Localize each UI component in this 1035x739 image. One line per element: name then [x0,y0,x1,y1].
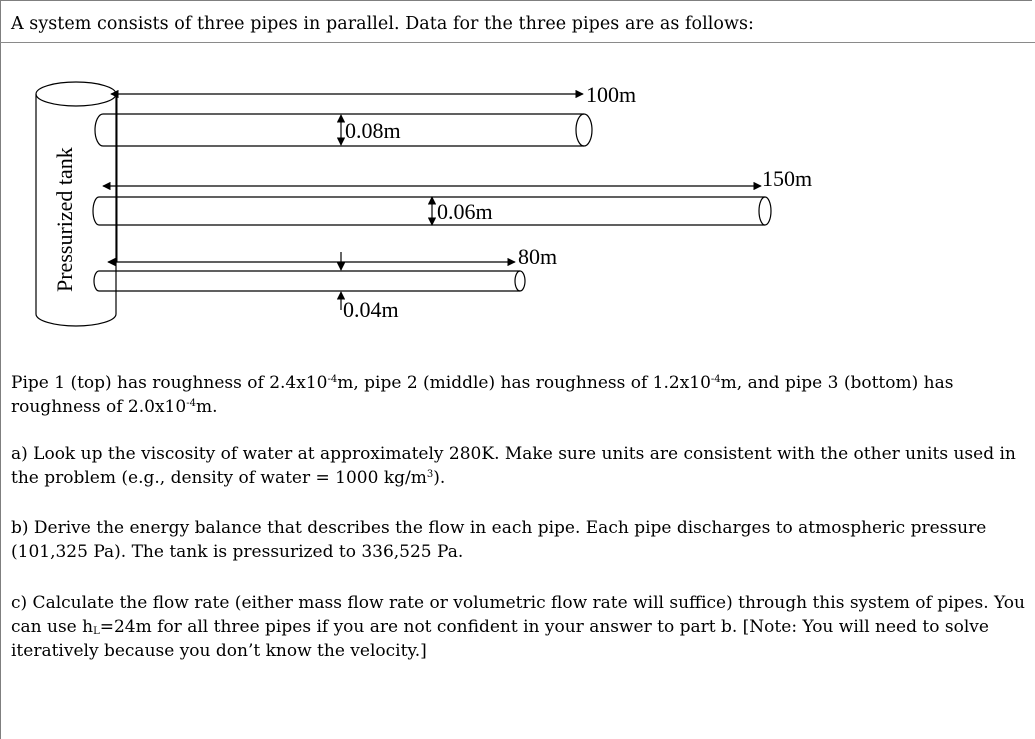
pipe-3 [94,271,525,291]
pipe-1 [95,114,592,146]
question-b: b) Derive the energy balance that describes the flow in each pipe. Each pipe discharges to atmospheric pressure (101,325 Pa). The tank is pressurized to 336,525 Pa. [11,518,987,562]
pipe-2-diameter-label: 0.06m [437,199,493,224]
pipe-3-length-label: 80m [518,244,558,269]
question-c: c) Calculate the flow rate (either mass flow rate or volumetric flow rate will suffice) through this system of pipes. You can use $h_L=24m$ for all three pipes if you are not confident in your answer to part b. [Note: You will need to solve iteratively because you don’t know the velocity.] [11,593,1025,661]
pipe-1-diameter-label: 0.08m [345,118,401,143]
roughness-paragraph: Pipe 1 (top) has roughness of $2.4x10^{-4}m$, pipe 2 (middle) has roughness of $1.2x10^{-4}m$, and pipe 3 (bottom) has roughness of $2.0x10^{-4}m$. [11,373,954,417]
question-a: a) Look up the viscosity of water at approximately 280K. Make sure units are consistent with the other units used in the problem (e.g., density of water = 1000 $kg/m^3$). [11,444,1016,488]
tank-label: Pressurized tank [52,147,77,292]
pipe-2-length-label: 150m [762,166,813,191]
intro-text: A system consists of three pipes in parallel. Data for the three pipes are as follows: [11,14,754,34]
pipe-1-length-label: 100m [586,82,637,107]
pipe-3-diameter-label: 0.04m [343,297,399,322]
